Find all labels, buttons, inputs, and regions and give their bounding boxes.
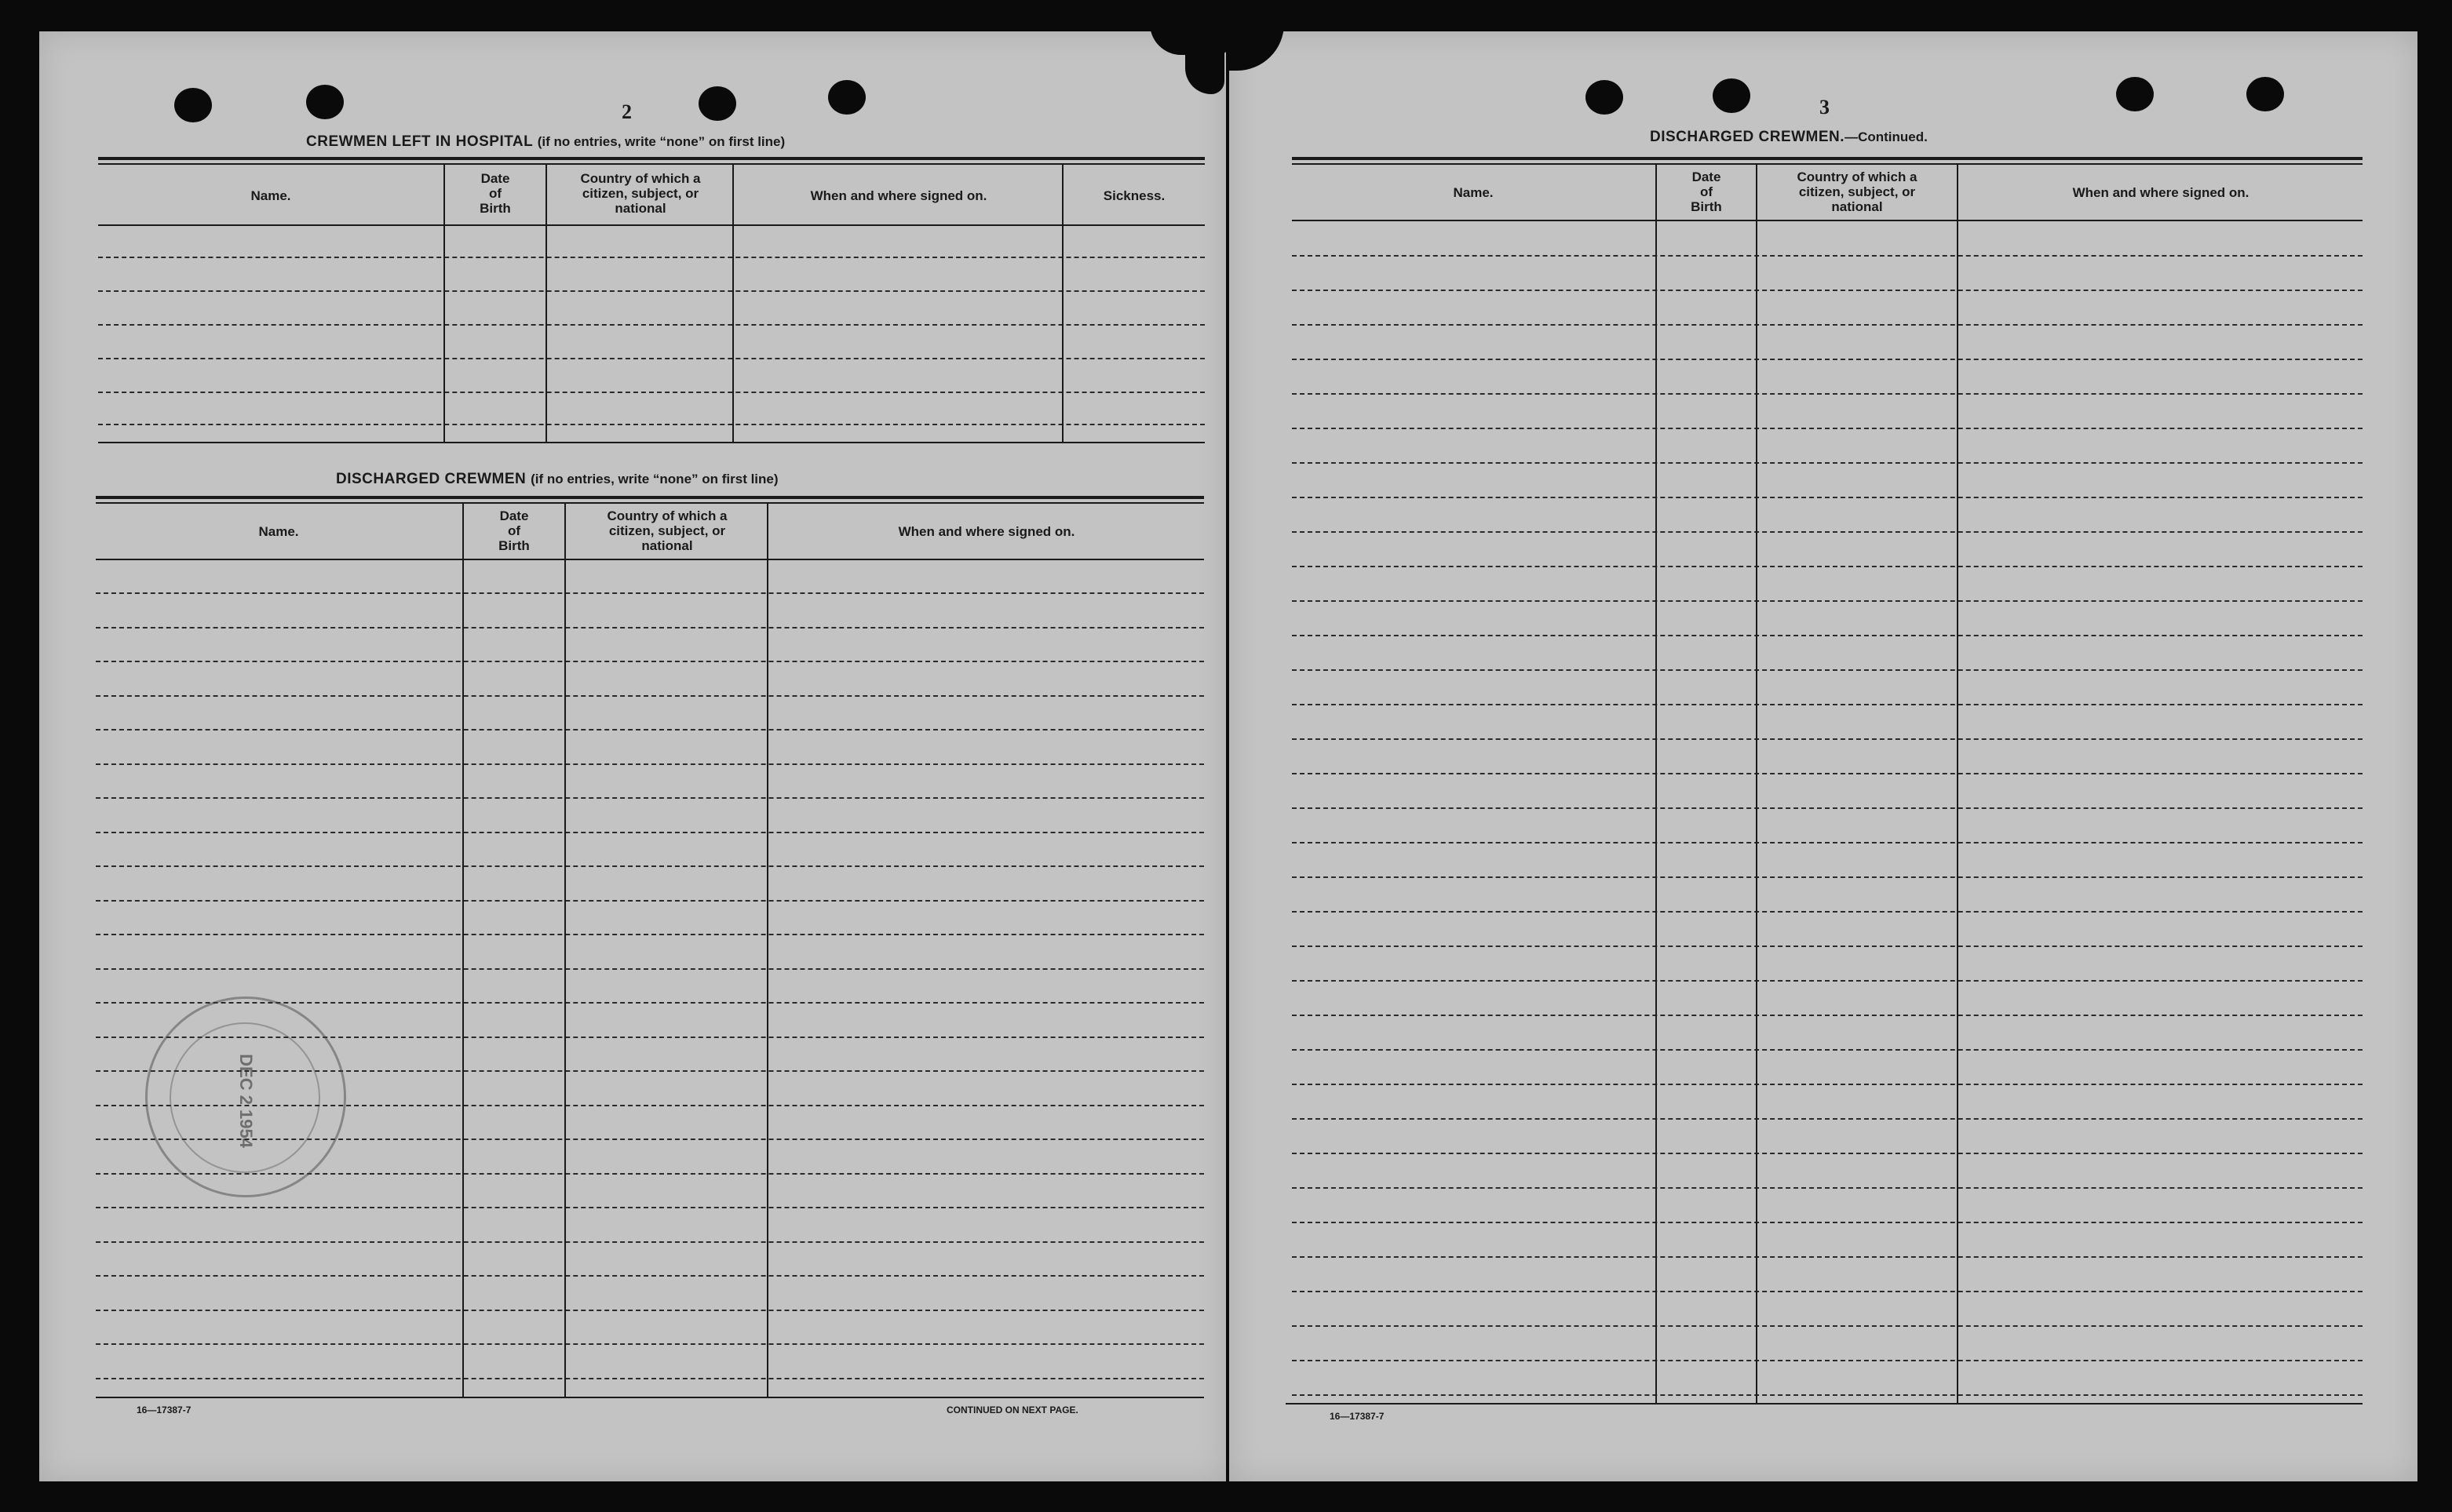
entry-line	[1292, 1256, 2363, 1258]
punch-hole	[2116, 77, 2154, 111]
entry-line	[96, 1241, 1204, 1243]
table-top-rule	[1292, 157, 2363, 160]
entry-line	[1292, 1153, 2363, 1154]
entry-line	[96, 729, 1204, 730]
entry-line	[1292, 738, 2363, 740]
entry-line	[96, 797, 1204, 799]
table-top-rule	[98, 157, 1205, 160]
column-header-country: Country of which a citizen, subject, or national	[1797, 169, 1917, 214]
punch-hole	[306, 85, 344, 119]
entry-line	[1292, 255, 2363, 257]
entry-line	[1292, 497, 2363, 498]
entry-line	[96, 1378, 1204, 1379]
entry-line	[1292, 566, 2363, 567]
hospital-title-text: CREWMEN LEFT IN HOSPITAL	[306, 133, 533, 150]
entry-line	[96, 968, 1204, 970]
discharged-title-note: (if no entries, write “none” on first line)	[531, 472, 779, 486]
column-divider	[443, 165, 445, 443]
punch-hole	[174, 88, 212, 122]
page-number: 2	[622, 100, 632, 123]
entry-line	[1292, 1325, 2363, 1327]
entry-line	[96, 1310, 1204, 1311]
continued-note: CONTINUED ON NEXT PAGE.	[947, 1405, 1078, 1415]
column-header-name: Name.	[1453, 185, 1494, 200]
entry-line	[1292, 842, 2363, 843]
entry-line	[96, 865, 1204, 867]
punch-hole	[1713, 78, 1750, 113]
column-header-name: Name.	[250, 188, 291, 203]
entry-line	[1292, 1187, 2363, 1189]
column-header-sickness: Sickness.	[1103, 188, 1166, 203]
entry-line	[96, 1207, 1204, 1208]
punch-hole	[1585, 80, 1623, 115]
right-page	[1229, 31, 2417, 1481]
entry-line	[96, 1275, 1204, 1277]
entry-line	[1292, 462, 2363, 464]
table-top-rule	[98, 163, 1205, 165]
entry-line	[1292, 393, 2363, 395]
hospital-title-note: (if no entries, write “none” on first line)	[537, 134, 786, 149]
entry-line	[1292, 911, 2363, 913]
torn-edge	[1185, 47, 1224, 94]
entry-line	[1292, 1049, 2363, 1051]
torn-edge	[1229, 24, 1284, 71]
form-number: 16—17387-7	[1330, 1411, 1385, 1422]
table-top-rule	[96, 496, 1204, 499]
entry-line	[98, 424, 1205, 425]
column-divider	[1655, 165, 1657, 1405]
entry-line	[1292, 980, 2363, 982]
column-divider	[732, 165, 734, 443]
entry-line	[96, 900, 1204, 902]
discharged-section-title	[336, 471, 779, 488]
column-divider	[1957, 165, 1958, 1405]
entry-line	[96, 695, 1204, 697]
table-bottom-rule	[98, 442, 1205, 443]
column-divider	[462, 504, 464, 1398]
column-header-name: Name.	[258, 524, 299, 539]
entry-line	[1292, 290, 2363, 291]
entry-line	[1292, 945, 2363, 947]
date-stamp-date: DEC 2 1954	[236, 1054, 256, 1148]
entry-line	[1292, 773, 2363, 774]
column-header-dob: Date of Birth	[480, 171, 511, 216]
entry-line	[1292, 669, 2363, 671]
entry-line	[1292, 324, 2363, 326]
entry-line	[96, 661, 1204, 662]
discharged-continued-title	[1650, 129, 1928, 146]
form-number: 16—17387-7	[137, 1405, 192, 1415]
entry-line	[1292, 1084, 2363, 1085]
entry-line	[96, 832, 1204, 833]
column-header-signed-on: When and where signed on.	[898, 524, 1075, 539]
entry-line	[1292, 1394, 2363, 1396]
column-header-country: Country of which a citizen, subject, or national	[580, 171, 701, 216]
date-stamp	[145, 996, 346, 1197]
punch-hole	[828, 80, 866, 115]
entry-line	[96, 592, 1204, 594]
entry-line	[1292, 876, 2363, 878]
table-top-rule	[1292, 163, 2363, 165]
entry-line	[98, 257, 1205, 258]
column-divider	[564, 504, 566, 1398]
entry-line	[96, 934, 1204, 935]
page-number: 3	[1819, 96, 1830, 118]
entry-line	[1292, 1118, 2363, 1120]
entry-line	[1292, 531, 2363, 533]
column-header-dob: Date of Birth	[1691, 169, 1722, 214]
entry-line	[1292, 428, 2363, 429]
header-bottom-rule	[96, 559, 1204, 560]
left-page	[39, 31, 1226, 1481]
entry-line	[1292, 1222, 2363, 1223]
entry-line	[1292, 635, 2363, 636]
entry-line	[98, 290, 1205, 292]
entry-line	[1292, 1360, 2363, 1361]
entry-line	[1292, 704, 2363, 705]
entry-line	[98, 324, 1205, 326]
column-header-signed-on: When and where signed on.	[810, 188, 987, 203]
entry-line	[98, 358, 1205, 359]
punch-hole	[699, 86, 736, 121]
entry-line	[1292, 600, 2363, 602]
table-bottom-rule	[96, 1397, 1204, 1398]
column-divider	[767, 504, 768, 1398]
entry-line	[96, 763, 1204, 765]
entry-line	[1292, 1015, 2363, 1016]
table-top-rule	[96, 502, 1204, 504]
entry-line	[96, 627, 1204, 628]
punch-hole	[2246, 77, 2284, 111]
column-divider	[1062, 165, 1064, 443]
column-header-country: Country of which a citizen, subject, or national	[607, 508, 728, 553]
discharged-title-text: DISCHARGED CREWMEN	[336, 471, 527, 487]
entry-line	[1292, 359, 2363, 360]
column-header-dob: Date of Birth	[498, 508, 530, 553]
entry-line	[1292, 807, 2363, 809]
column-header-signed-on: When and where signed on.	[2072, 185, 2249, 200]
header-bottom-rule	[1292, 220, 2363, 221]
entry-line	[1292, 1291, 2363, 1292]
entry-line	[98, 392, 1205, 393]
header-bottom-rule	[98, 224, 1205, 226]
continued-title-text: DISCHARGED CREWMEN.	[1650, 129, 1845, 145]
column-divider	[545, 165, 547, 443]
continued-title-suffix: —Continued.	[1844, 129, 1928, 144]
table-bottom-rule	[1286, 1403, 2363, 1405]
column-divider	[1756, 165, 1757, 1405]
hospital-section-title	[306, 133, 785, 151]
entry-line	[96, 1343, 1204, 1345]
